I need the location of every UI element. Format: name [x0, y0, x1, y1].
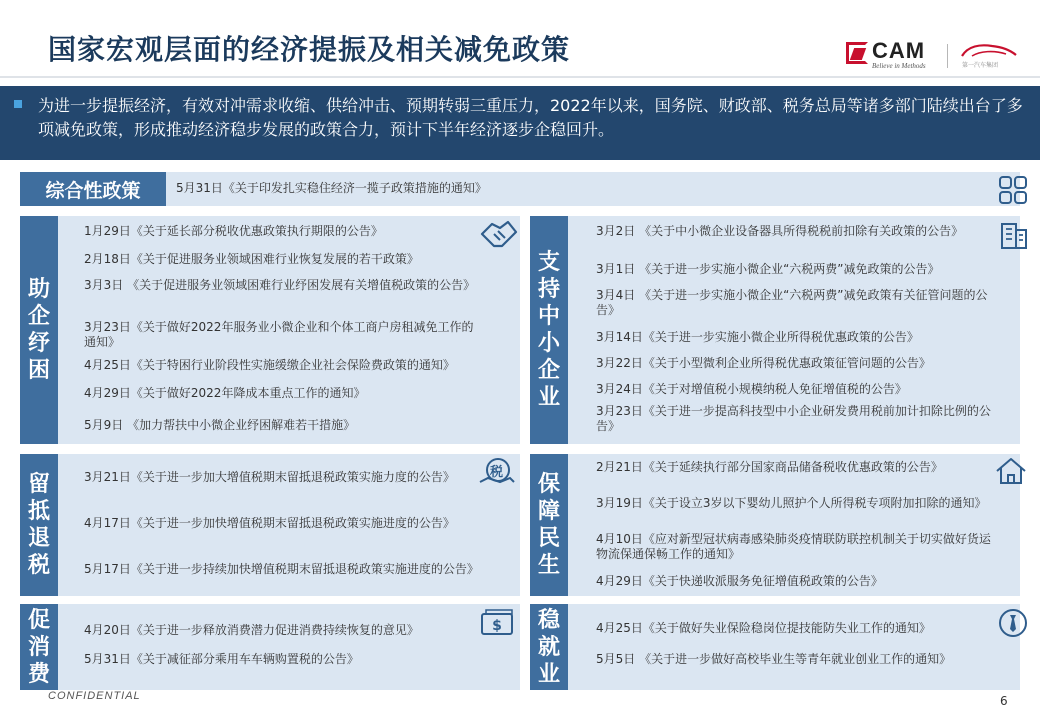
- confidential-label: CONFIDENTIAL: [48, 690, 141, 702]
- livelihood-label: 保障民生: [537, 472, 560, 578]
- page-number: 6: [1000, 694, 1008, 708]
- home-icon: [994, 456, 1028, 486]
- partner-logo-text: 第一汽车集团: [962, 62, 999, 69]
- title-divider: [0, 76, 1040, 78]
- list-item: 5月17日《关于进一步持续加快增值税期末留抵退税政策实施进度的公告》: [84, 562, 479, 576]
- list-item: 2月21日《关于延续执行部分国家商品储备税收优惠政策的公告》: [596, 460, 943, 474]
- consumption-label-box: [20, 604, 58, 690]
- list-item: 3月24日《关于对增值税小规模纳税人免征增值税的公告》: [596, 382, 907, 396]
- grid-icon: [998, 175, 1028, 205]
- svg-text:$: $: [492, 618, 502, 634]
- tax-refund-label-box: [20, 454, 58, 596]
- list-item: 4月29日《关于快递收派服务免征增值税政策的公告》: [596, 574, 883, 588]
- list-item: 3月19日《关于设立3岁以下婴幼儿照护个人所得税专项附加扣除的通知》: [596, 496, 987, 510]
- help-enterprise-label-box: [20, 216, 58, 444]
- intro-text: 为进一步提振经济，有效对冲需求收缩、供给冲击、预期转弱三重压力，2022年以来，国务院、财政部、税务总局等诸多部门陆续出台了多项减免政策，形成推动经济稳步发展的政策合力，预计下半年经济逐步企稳回升。: [38, 96, 1023, 139]
- list-item: 4月25日《关于做好失业保险稳岗位提技能防失业工作的通知》: [596, 621, 931, 635]
- list-item: 3月1日 《关于进一步实施小微企业“六税两费”减免政策的公告》: [596, 262, 940, 276]
- list-item: 3月23日《关于做好2022年服务业小微企业和个体工商户房租减免工作的通知》: [84, 320, 474, 349]
- comprehensive-policy-panel: [20, 172, 1020, 206]
- list-item: 4月17日《关于进一步加快增值税期末留抵退税政策实施进度的公告》: [84, 516, 455, 530]
- list-item: 3月23日《关于进一步提高科技型中小企业研发费用税前加计扣除比例的公告》: [596, 404, 991, 433]
- tax-refund-label: 留抵退税: [27, 472, 50, 578]
- comprehensive-policy-item: 5月31日《关于印发扎实稳住经济一揽子政策措施的通知》: [176, 181, 487, 195]
- list-item: 3月22日《关于小型微利企业所得税优惠政策征管问题的公告》: [596, 356, 931, 370]
- logo-divider: [947, 44, 948, 68]
- handshake-icon: [480, 218, 518, 252]
- intro-banner: [0, 86, 1040, 160]
- tie-icon: [998, 608, 1028, 638]
- sme-label: 支持中小企业: [537, 250, 560, 410]
- help-enterprise-label: 助企纾困: [27, 277, 50, 383]
- car-logo-icon: [958, 40, 1020, 62]
- list-item: 5月31日《关于减征部分乘用车车辆购置税的公告》: [84, 652, 359, 666]
- list-item: 3月21日《关于进一步加大增值税期末留抵退税政策实施力度的公告》: [84, 470, 455, 484]
- list-item: 3月2日 《关于中小微企业设备器具所得税税前扣除有关政策的公告》: [596, 224, 964, 238]
- page-title: 国家宏观层面的经济提振及相关减免政策: [48, 33, 571, 66]
- employment-panel: [530, 604, 1020, 690]
- list-item: 4月10日《应对新型冠状病毒感染肺炎疫情联防联控机制关于切实做好货运物流保通保畅工作的通知》: [596, 532, 991, 561]
- tax-icon: [478, 456, 516, 490]
- list-item: 5月5日 《关于进一步做好高校毕业生等青年就业创业工作的通知》: [596, 652, 952, 666]
- partner-logo: [958, 40, 1020, 74]
- cam-logo-text: CAM: [872, 38, 926, 63]
- building-icon: [998, 218, 1030, 250]
- list-item: 4月20日《关于进一步释放消费潜力促进消费持续恢复的意见》: [84, 623, 419, 637]
- list-item: 5月9日 《加力帮扶中小微企业纾困解难若干措施》: [84, 418, 356, 432]
- employment-label-box: [530, 604, 568, 690]
- list-item: 3月3日 《关于促进服务业领域困难行业纾困发展有关增值税政策的公告》: [84, 278, 476, 292]
- list-item: 3月14日《关于进一步实施小微企业所得税优惠政策的公告》: [596, 330, 919, 344]
- money-icon: [478, 608, 516, 640]
- bullet-icon: [14, 100, 22, 108]
- list-item: 1月29日《关于延长部分税收优惠政策执行期限的公告》: [84, 224, 383, 238]
- cam-logo-tagline: Believe in Methods: [872, 62, 926, 70]
- list-item: 2月18日《关于促进服务业领域困难行业恢复发展的若干政策》: [84, 252, 419, 266]
- employment-label: 稳就业: [537, 607, 560, 687]
- comprehensive-policy-label: 综合性政策: [20, 172, 166, 206]
- list-item: 4月29日《关于做好2022年降成本重点工作的通知》: [84, 386, 366, 400]
- sme-label-box: [530, 216, 568, 444]
- livelihood-label-box: [530, 454, 568, 596]
- tax-icon-glyph: 税: [490, 465, 504, 480]
- consumption-panel: [20, 604, 520, 690]
- list-item: 3月4日 《关于进一步实施小微企业“六税两费”减免政策有关征管问题的公告》: [596, 288, 988, 317]
- consumption-label: 促消费: [27, 607, 50, 687]
- list-item: 4月25日《关于特困行业阶段性实施缓缴企业社会保险费政策的通知》: [84, 358, 455, 372]
